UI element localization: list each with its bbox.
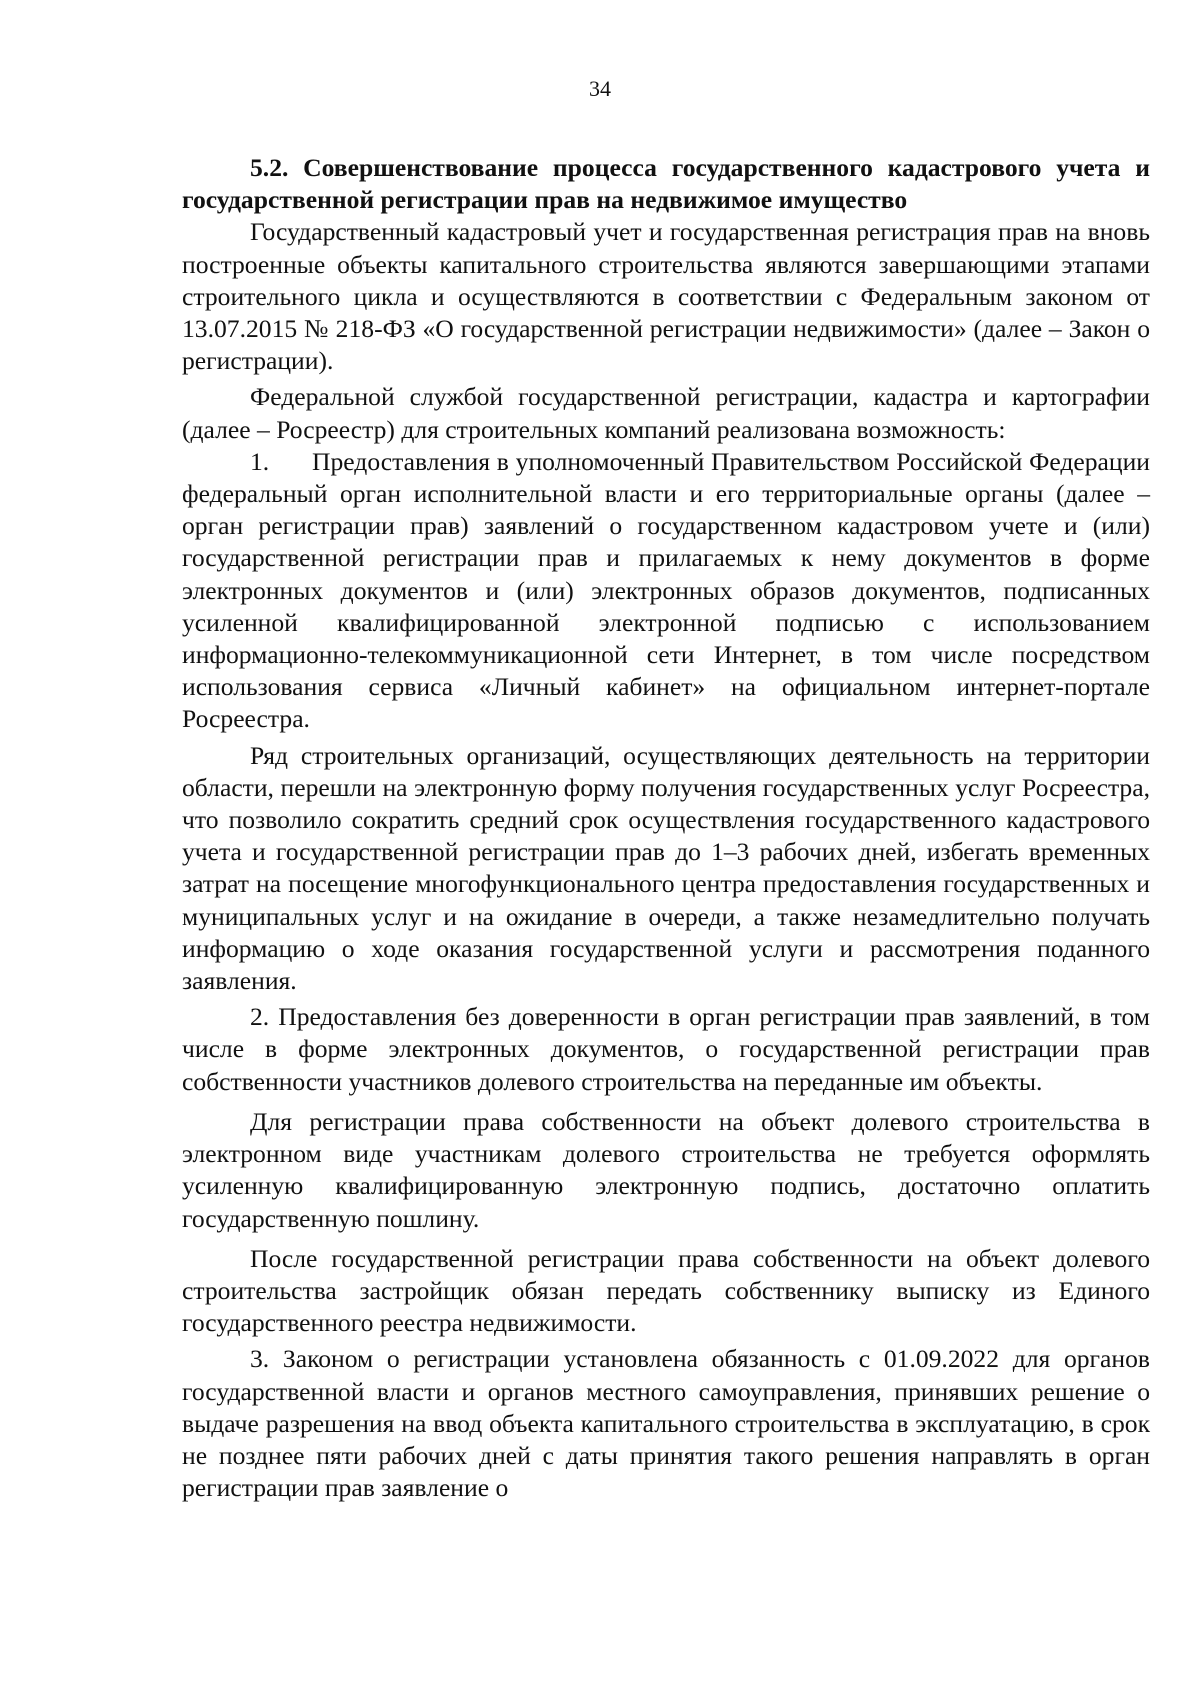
page-content xyxy=(182,152,1150,1504)
paragraph-electronic-services: Ряд строительных организаций, осуществляющих деятельность на территории области, перешли на электронную форму получения государственных услуг Росреестра, что позволило сократить средний срок осуществления государственного кадастрового учета и государственной регистрации прав до 1–3 рабочих дней, избегать временных затрат на посещение многофункционального центра предоставления государственных и муниципальных услуг и на ожидание в очереди, а также незамедлительно получать информацию о ходе оказания государственной услуги и рассмотрения поданного заявления. xyxy=(182,740,1150,996)
list-item-1 xyxy=(182,446,1150,736)
page-number: 34 xyxy=(589,76,611,101)
paragraph-rosreestr: Федеральной службой государственной регистрации, кадастра и картографии (далее – Росреестр) для строительных компаний реализована возможность: xyxy=(182,382,1150,444)
list-item-3: 3. Законом о регистрации установлена обязанность с 01.09.2022 для органов государственной власти и органов местного самоуправления, принявших решение о выдаче разрешения на ввод объекта капитального строительства в эксплуатацию, в срок не позднее пяти рабочих дней с даты принятия такого решения направлять в орган регистрации прав заявление о xyxy=(182,1344,1150,1503)
list-item-1-text: Предоставления в уполномоченный Правительством Российской Федерации федеральный орган исполнительной власти и его территориальные органы (далее – орган регистрации прав) заявлений о государственном кадастровом учете и (или) государственной регистрации прав и прилагаемых к нему документов в форме электронных документов и (или) электронных образов документов, подписанных усиленной квалифицированной электронной подписью с использованием информационно-телекоммуникационной сети Интернет, в том числе посредством использования сервиса «Личный кабинет» на официальном интернет-портале Росреестра. xyxy=(182,446,1150,734)
section-heading: 5.2. Совершенствование процесса государственного кадастрового учета и государственной регистрации прав на недвижимое имущество xyxy=(182,153,1150,215)
list-item-2: 2. Предоставления без доверенности в орган регистрации прав заявлений, в том числе в форме электронных документов, о государственной регистрации прав собственности участников долевого строительства на переданные им объекты. xyxy=(182,1002,1150,1096)
paragraph-extract: После государственной регистрации права собственности на объект долевого строительства застройщик обязан передать собственнику выписку из Единого государственного реестра недвижимости. xyxy=(182,1243,1150,1338)
list-item-1-number: 1. xyxy=(250,446,270,476)
paragraph-shared-construction: Для регистрации права собственности на объект долевого строительства в электронном виде участникам долевого строительства не требуется оформлять усиленную квалифицированную электронную подпись, достаточно оплатить государственную пошлину. xyxy=(182,1106,1150,1233)
paragraph-intro: Государственный кадастровый учет и государственная регистрация прав на вновь построенные объекты капитального строительства являются завершающими этапами строительного цикла и осуществляются в соответствии с Федеральным законом от 13.07.2015 № 218-ФЗ «О государственной регистрации недвижимости» (далее – Закон о регистрации). xyxy=(182,217,1150,376)
